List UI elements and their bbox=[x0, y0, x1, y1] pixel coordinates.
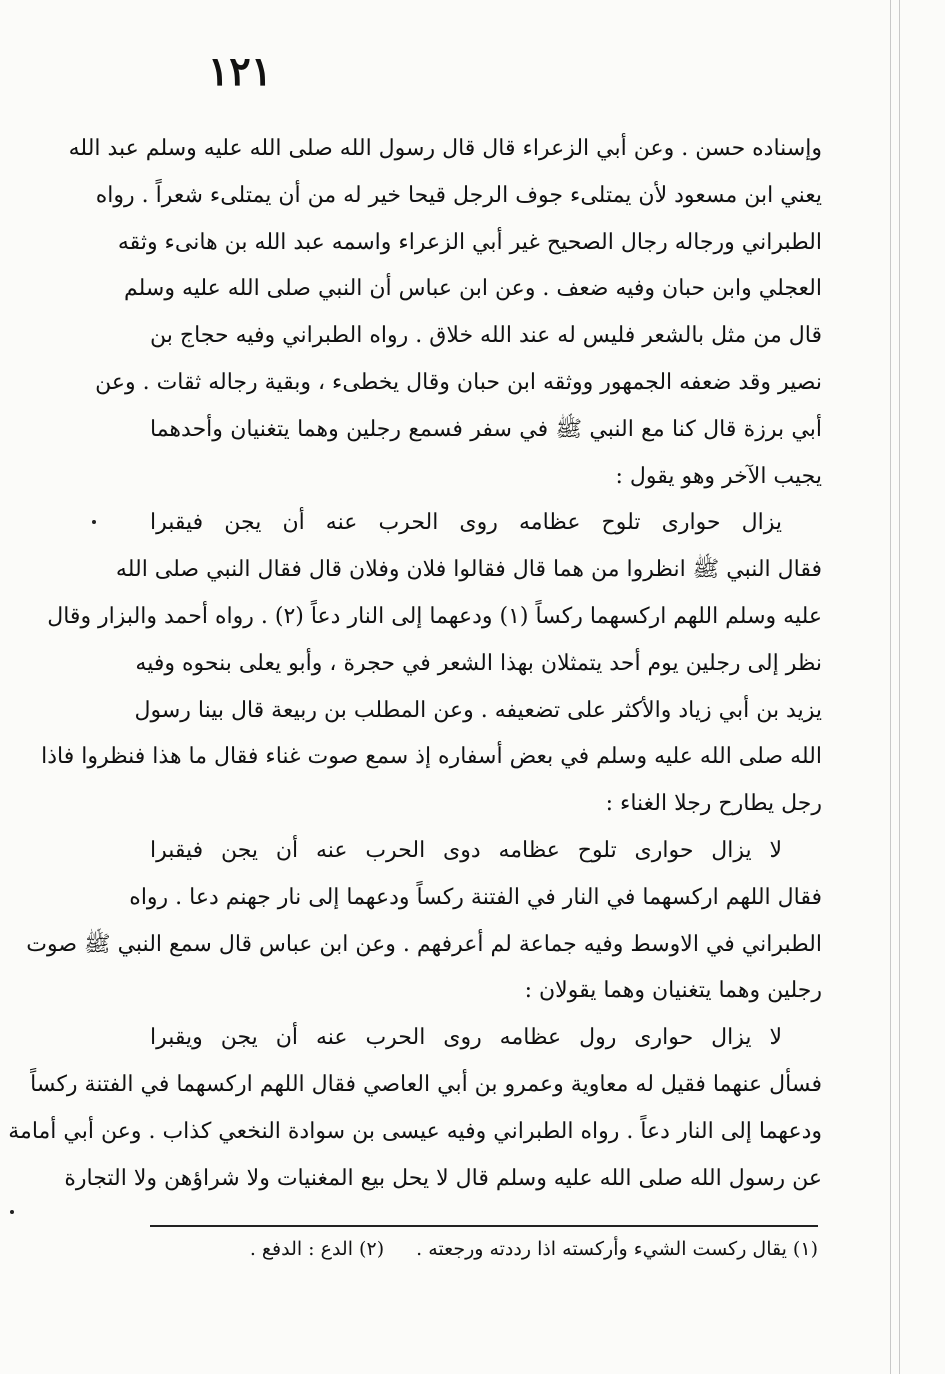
binding-edge-line bbox=[899, 0, 900, 1374]
verse-line: لا يزال حوارى تلوح عظامه دوى الحرب عنه أن يجن فيقبرا bbox=[150, 837, 782, 863]
text-line: وإسناده حسن . وعن أبي الزعراء قال قال رسول الله صلى الله عليه وسلم عبد الله bbox=[68, 136, 822, 161]
text-line: الله صلى الله عليه وسلم في بعض أسفاره إذ سمع صوت غناء فقال ما هذا فنظروا فاذا bbox=[41, 744, 822, 770]
text-line: الطبراني ورجاله رجال الصحيح غير أبي الزعراء واسمه عبد الله بن هانىء وثقه bbox=[117, 229, 822, 255]
main-text bbox=[8, 126, 822, 1202]
text-line: يزيد بن أبي زياد والأكثر على تضعيفه . وعن المطلب بن ربيعة قال بينا رسول bbox=[134, 697, 822, 723]
text-line: قال من مثل بالشعر فليس له عند الله خلاق . رواه الطبراني وفيه حجاج بن bbox=[150, 323, 822, 349]
footnotes bbox=[150, 1230, 818, 1268]
text-line: الطبراني في الاوسط وفيه جماعة لم أعرفهم . وعن ابن عباس قال سمع النبي ﷺ صوت bbox=[26, 931, 822, 957]
verse-line: لا يزال حوارى رول عظامه روى الحرب عنه أن يجن ويقبرا bbox=[150, 1025, 782, 1051]
text-line: فسأل عنهما فقيل له معاوية وعمرو بن أبي العاصي فقال اللهم اركسهما في الفتنة ركساً bbox=[30, 1071, 822, 1097]
text-line: فقال النبي ﷺ انظروا من هما قال فقالوا فلان وفلان قال فقال النبي صلى الله bbox=[115, 557, 822, 583]
text-line: فقال اللهم اركسهما في النار في الفتنة ركساً ودعهما إلى نار جهنم دعا . رواه bbox=[129, 884, 822, 910]
text-line: رجل يطارح رجلا الغناء : bbox=[605, 791, 822, 817]
footnote-2: (٢) الدع : الدفع . bbox=[249, 1238, 385, 1260]
text-line: رجلين وهما يتغنيان وهما يقولان : bbox=[524, 978, 822, 1004]
text-line: نصير وقد ضعفه الجمهور ووثقه ابن حبان وقال يخطىء ، وبقية رجاله ثقات . وعن bbox=[95, 369, 822, 395]
text-line: أبي برزة قال كنا مع النبي ﷺ في سفر فسمع رجلين وهما يتغنيان وأحدهما bbox=[150, 416, 822, 442]
scan-speck bbox=[10, 1210, 14, 1214]
text-line: عن رسول الله صلى الله عليه وسلم قال لا يحل بيع المغنيات ولا شراؤهن ولا التجارة bbox=[64, 1165, 822, 1191]
text-line: العجلي وابن حبان وفيه ضعف . وعن ابن عباس أن النبي صلى الله عليه وسلم bbox=[123, 276, 822, 302]
footnote-separator bbox=[150, 1225, 818, 1227]
text-line: ودعهما إلى النار دعاً . رواه الطبراني وفيه عيسى بن سوادة النخعي كذاب . وعن أبي أمامة bbox=[8, 1118, 822, 1144]
page-number: ١٢١ bbox=[207, 48, 273, 95]
binding-edge-line bbox=[890, 0, 891, 1374]
footnote-1: (١) يقال ركست الشيء وأركسته اذا رددته ورجعته . bbox=[416, 1238, 818, 1260]
scan-speck bbox=[92, 520, 96, 524]
text-line: نظر إلى رجلين يوم أحد يتمثلان بهذا الشعر في حجرة ، وأبو يعلى بنحوه وفيه bbox=[135, 650, 822, 676]
verse-line: يزال حوارى تلوح عظامه روى الحرب عنه أن يجن فيقبرا bbox=[150, 510, 782, 536]
text-line: يجيب الآخر وهو يقول : bbox=[615, 463, 822, 489]
text-line: عليه وسلم اللهم اركسهما ركساً (١) ودعهما إلى النار دعاً (٢) . رواه أحمد والبزار وقال bbox=[47, 603, 822, 629]
text-line: يعني ابن مسعود لأن يمتلىء جوف الرجل قيحا خير له من أن يمتلىء شعراً . رواه bbox=[95, 182, 822, 208]
